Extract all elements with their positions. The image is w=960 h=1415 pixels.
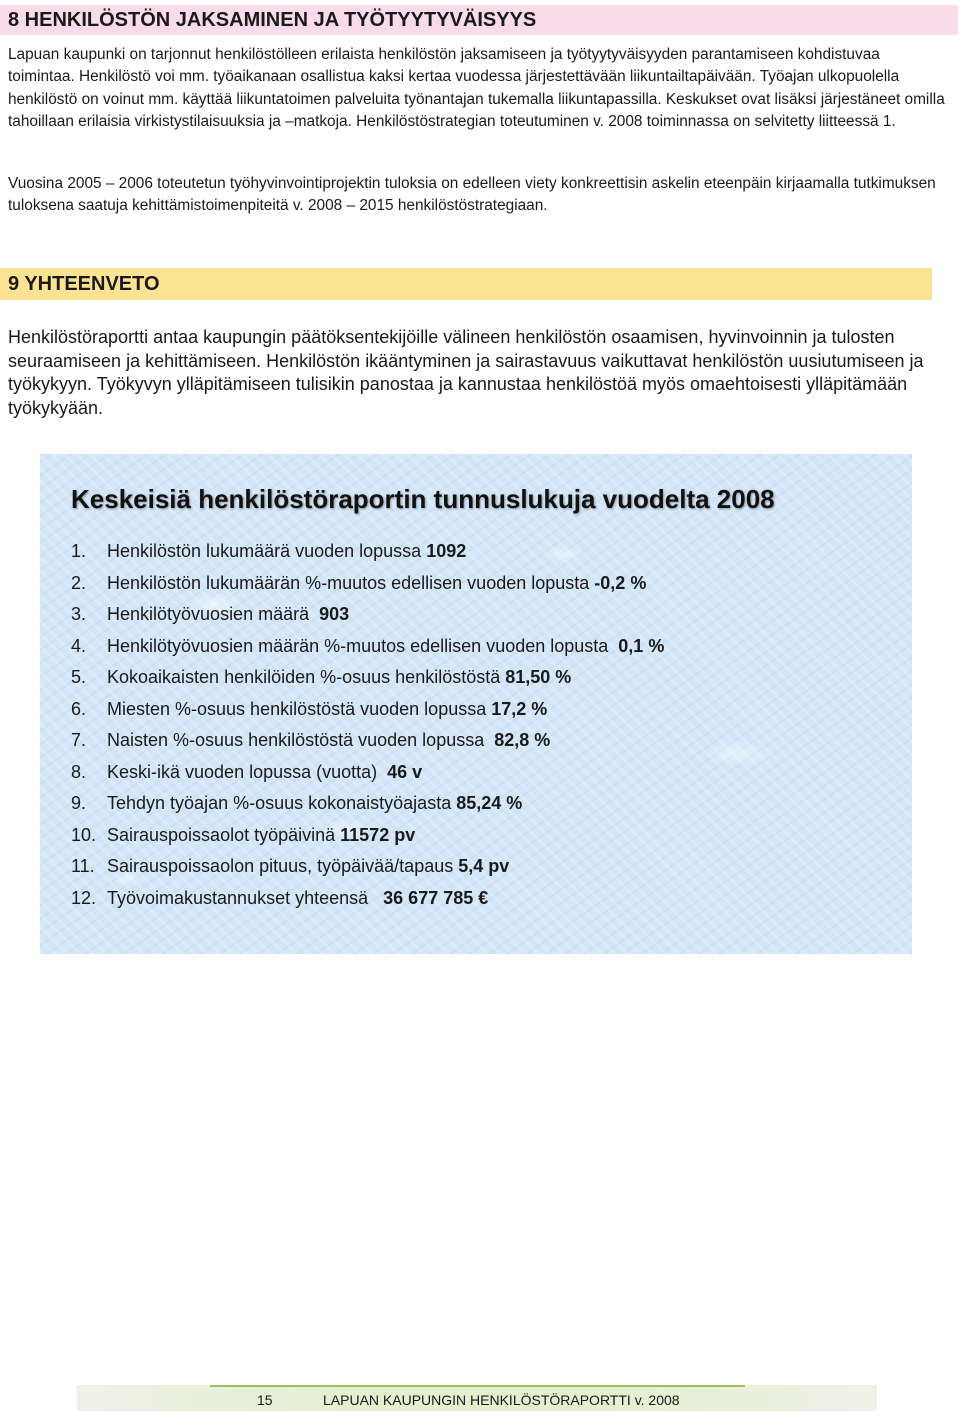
key-figure-item bbox=[71, 883, 664, 915]
item-label: Henkilötyövuosien määrän %-muutos edellisen vuoden lopusta bbox=[107, 635, 619, 656]
item-value: -0,2 % bbox=[594, 572, 647, 593]
key-figure-item bbox=[71, 788, 664, 820]
footer-title: LAPUAN KAUPUNGIN HENKILÖSTÖRAPORTTI v. 2008 bbox=[323, 1392, 680, 1408]
item-number: 9. bbox=[71, 793, 87, 813]
key-figure-item bbox=[71, 851, 664, 883]
item-value: 903 bbox=[319, 604, 350, 624]
item-value: 85,24 % bbox=[456, 793, 523, 813]
key-figure-item bbox=[71, 757, 664, 789]
item-number: 5. bbox=[71, 667, 87, 687]
item-label: Sairauspoissaolon pituus, työpäivää/tapaus bbox=[107, 856, 459, 876]
item-value: 1092 bbox=[426, 541, 467, 561]
item-label: Naisten %-osuus henkilöstöstä vuoden lopussa bbox=[107, 730, 495, 750]
key-figures-title: Keskeisiä henkilöstöraportin tunnuslukuja vuodelta 2008 bbox=[71, 484, 775, 514]
item-label: Keski-ikä vuoden lopussa (vuotta) bbox=[107, 761, 388, 782]
item-value: 5,4 pv bbox=[458, 856, 510, 876]
key-figure-item bbox=[71, 631, 664, 663]
item-value: 17,2 % bbox=[491, 698, 548, 719]
item-label: Työvoimakustannukset yhteensä bbox=[107, 887, 384, 908]
item-value: 11572 pv bbox=[340, 824, 416, 845]
key-figure-item bbox=[71, 599, 664, 631]
item-label: Miesten %-osuus henkilöstöstä vuoden lopussa bbox=[107, 698, 492, 719]
section-9-heading: 9 YHTEENVETO bbox=[0, 268, 932, 300]
item-number: 11. bbox=[71, 856, 95, 876]
item-label: Henkilötyövuosien määrä bbox=[107, 604, 320, 624]
item-number: 3. bbox=[71, 604, 87, 624]
item-label: Henkilöstön lukumäärän %-muutos edellisen vuoden lopusta bbox=[107, 572, 595, 593]
section-8-paragraph-2: Vuosina 2005 – 2006 toteutetun työhyvinvointiprojektin tuloksia on edelleen viety konkreettisin askelin eteenpäin kirjaamalla tutkimuksen tuloksena saatuja kehittämistoimenpiteitä v. 2008 – 2015 henkilöstöstrategiaan. bbox=[8, 175, 936, 215]
item-number: 1. bbox=[71, 541, 87, 561]
key-figures-box bbox=[40, 454, 912, 954]
item-value: 46 v bbox=[387, 761, 423, 782]
item-number: 2. bbox=[71, 572, 87, 593]
item-number: 7. bbox=[71, 730, 87, 750]
section-9-paragraph: Henkilöstöraportti antaa kaupungin päätöksentekijöille välineen henkilöstön osaamisen, hyvinvoinnin ja tulosten seuraamiseen ja kehittämiseen. Henkilöstön ikääntyminen ja sairastavuus vaikuttavat henkilöstön uusiutumiseen ja työkykyyn. Työkyvyn ylläpitämiseen tulisikin panostaa ja kannustaa henkilöstöä myös omaehtoisesti ylläpitämään työkykyään. bbox=[8, 327, 924, 418]
key-figures-list bbox=[71, 536, 664, 914]
item-number: 4. bbox=[71, 635, 87, 656]
item-label: Henkilöstön lukumäärä vuoden lopussa bbox=[107, 541, 427, 561]
item-value: 82,8 % bbox=[494, 730, 551, 750]
item-value: 0,1 % bbox=[618, 635, 665, 656]
key-figure-item bbox=[71, 662, 664, 694]
item-label: Tehdyn työajan %-osuus kokonaistyöajasta bbox=[107, 793, 457, 813]
key-figure-item bbox=[71, 725, 664, 757]
section-8-heading: 8 HENKILÖSTÖN JAKSAMINEN JA TYÖTYYTYVÄISYYS bbox=[0, 5, 958, 35]
key-figure-item bbox=[71, 536, 664, 568]
item-value: 36 677 785 € bbox=[383, 887, 489, 908]
footer-divider bbox=[210, 1385, 745, 1387]
key-figure-item bbox=[71, 820, 664, 852]
page-number: 15 bbox=[257, 1392, 273, 1408]
section-8-paragraph-1: Lapuan kaupunki on tarjonnut henkilöstölleen erilaista henkilöstön jaksamiseen ja työtyytyväisyyden parantamiseen kohdistuvaa toimintaa. Henkilöstö voi mm. työaikanaan osallistua kaksi kertaa vuodessa järjestettävään liikuntailtapäivään. Työajan ulkopuolella henkilöstö on voinut mm. käyttää liikuntatoimen palveluita työnantajan tukemalla liikuntapassilla. Keskukset ovat lisäksi järjestäneet omilla tahoillaan erilaisia virkistystilaisuuksia ja –matkoja. Henkilöstöstrategian toteutuminen v. 2008 toiminnassa on selvitetty liitteessä 1. bbox=[8, 46, 945, 131]
item-number: 10. bbox=[71, 824, 97, 845]
key-figure-item bbox=[71, 694, 664, 726]
item-label: Kokoaikaisten henkilöiden %-osuus henkilöstöstä bbox=[107, 667, 506, 687]
item-number: 8. bbox=[71, 761, 87, 782]
key-figure-item bbox=[71, 568, 664, 600]
item-label: Sairauspoissaolot työpäivinä bbox=[107, 824, 341, 845]
item-number: 6. bbox=[71, 698, 87, 719]
item-value: 81,50 % bbox=[505, 667, 572, 687]
item-number: 12. bbox=[71, 887, 97, 908]
